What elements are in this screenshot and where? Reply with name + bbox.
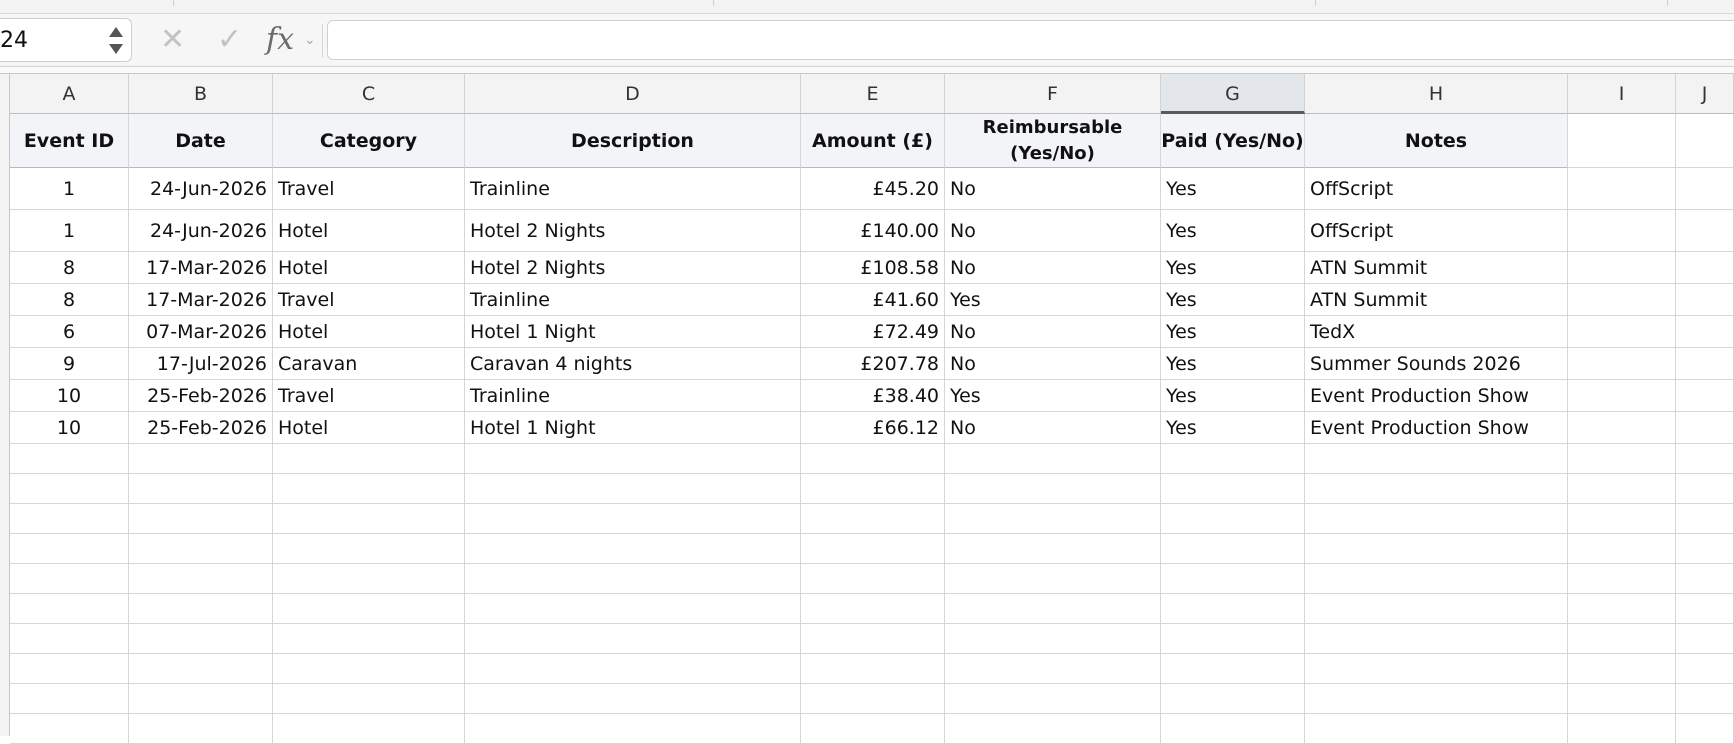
- empty-cell[interactable]: [945, 534, 1161, 564]
- formula-bar: [0, 14, 1734, 67]
- empty-cell[interactable]: [465, 444, 801, 474]
- table-cell[interactable]: Hotel: [273, 316, 465, 348]
- empty-cell[interactable]: [945, 684, 1161, 714]
- table-cell[interactable]: No: [945, 210, 1161, 252]
- empty-cell[interactable]: [801, 684, 945, 714]
- empty-cell[interactable]: [1161, 624, 1305, 654]
- table-cell[interactable]: Hotel 1 Night: [465, 316, 801, 348]
- strip-tick: [713, 0, 714, 6]
- empty-cell[interactable]: [10, 594, 129, 624]
- table-cell[interactable]: 17-Mar-2026: [129, 284, 273, 316]
- empty-cell[interactable]: [10, 624, 129, 654]
- spreadsheet-grid[interactable]: [0, 74, 1734, 736]
- column-header-d[interactable]: D: [465, 74, 801, 114]
- empty-cell[interactable]: [465, 654, 801, 684]
- table-cell[interactable]: Travel: [273, 168, 465, 210]
- stepper-up-icon[interactable]: [109, 27, 123, 37]
- empty-cell[interactable]: [1161, 714, 1305, 744]
- empty-cell[interactable]: [273, 624, 465, 654]
- header-cell[interactable]: Amount (£): [801, 114, 945, 168]
- empty-cell[interactable]: [1568, 444, 1676, 474]
- empty-cell[interactable]: [1568, 624, 1676, 654]
- table-cell[interactable]: Hotel: [273, 412, 465, 444]
- column-header-j[interactable]: J: [1676, 74, 1734, 114]
- empty-cell[interactable]: [1568, 654, 1676, 684]
- table-cell[interactable]: £108.58: [801, 252, 945, 284]
- empty-cell[interactable]: [1676, 380, 1734, 412]
- empty-cell[interactable]: [465, 534, 801, 564]
- table-cell[interactable]: 25-Feb-2026: [129, 380, 273, 412]
- empty-cell[interactable]: [1305, 564, 1568, 594]
- empty-cell[interactable]: [465, 684, 801, 714]
- column-header-a[interactable]: A: [10, 74, 129, 114]
- table-cell[interactable]: 24-Jun-2026: [129, 168, 273, 210]
- empty-cell[interactable]: [10, 504, 129, 534]
- empty-cell[interactable]: [1568, 284, 1676, 316]
- empty-cell[interactable]: [1676, 316, 1734, 348]
- empty-cell[interactable]: [945, 714, 1161, 744]
- empty-cell[interactable]: [129, 564, 273, 594]
- table-cell[interactable]: No: [945, 168, 1161, 210]
- table-cell[interactable]: Travel: [273, 380, 465, 412]
- empty-cell[interactable]: [1568, 348, 1676, 380]
- table-cell[interactable]: Yes: [1161, 380, 1305, 412]
- empty-cell[interactable]: [1676, 504, 1734, 534]
- empty-cell[interactable]: [129, 654, 273, 684]
- empty-cell[interactable]: [129, 624, 273, 654]
- table-cell[interactable]: Yes: [1161, 168, 1305, 210]
- column-header-e[interactable]: E: [801, 74, 945, 114]
- empty-cell[interactable]: [945, 474, 1161, 504]
- top-strip: [0, 0, 1734, 14]
- empty-cell[interactable]: [465, 624, 801, 654]
- formula-input[interactable]: [327, 20, 1734, 60]
- empty-cell[interactable]: [129, 504, 273, 534]
- empty-cell[interactable]: [129, 714, 273, 744]
- empty-cell[interactable]: [273, 714, 465, 744]
- empty-cell[interactable]: [1161, 564, 1305, 594]
- strip-tick: [173, 0, 174, 6]
- empty-cell[interactable]: [1305, 534, 1568, 564]
- empty-cell[interactable]: [1568, 504, 1676, 534]
- table-cell[interactable]: Yes: [1161, 348, 1305, 380]
- empty-cell[interactable]: [10, 444, 129, 474]
- empty-cell[interactable]: [273, 474, 465, 504]
- empty-cell[interactable]: [273, 444, 465, 474]
- header-cell[interactable]: Category: [273, 114, 465, 168]
- table-cell[interactable]: 10: [10, 412, 129, 444]
- table-cell[interactable]: OffScript: [1305, 168, 1568, 210]
- empty-cell[interactable]: [1676, 594, 1734, 624]
- empty-cell[interactable]: [10, 534, 129, 564]
- empty-cell[interactable]: [465, 714, 801, 744]
- table-cell[interactable]: Hotel: [273, 252, 465, 284]
- empty-cell[interactable]: [1676, 348, 1734, 380]
- table-cell[interactable]: Yes: [1161, 316, 1305, 348]
- empty-cell[interactable]: [801, 564, 945, 594]
- table-cell[interactable]: No: [945, 316, 1161, 348]
- empty-cell[interactable]: [273, 684, 465, 714]
- strip-tick: [1315, 0, 1316, 6]
- table-cell[interactable]: OffScript: [1305, 210, 1568, 252]
- empty-cell[interactable]: [945, 654, 1161, 684]
- column-header-c[interactable]: C: [273, 74, 465, 114]
- empty-cell[interactable]: [945, 624, 1161, 654]
- empty-cell[interactable]: [273, 654, 465, 684]
- empty-cell[interactable]: [1568, 168, 1676, 210]
- column-header-h[interactable]: H: [1305, 74, 1568, 114]
- empty-cell[interactable]: [1676, 412, 1734, 444]
- table-cell[interactable]: £140.00: [801, 210, 945, 252]
- empty-cell[interactable]: [1676, 714, 1734, 744]
- empty-cell[interactable]: [1676, 210, 1734, 252]
- table-cell[interactable]: 10: [10, 380, 129, 412]
- empty-cell[interactable]: [129, 474, 273, 504]
- table-cell[interactable]: ATN Summit: [1305, 252, 1568, 284]
- table-cell[interactable]: Yes: [945, 380, 1161, 412]
- empty-cell[interactable]: [465, 594, 801, 624]
- table-cell[interactable]: £45.20: [801, 168, 945, 210]
- empty-cell[interactable]: [1676, 168, 1734, 210]
- empty-cell[interactable]: [1305, 654, 1568, 684]
- table-cell[interactable]: 25-Feb-2026: [129, 412, 273, 444]
- empty-cell[interactable]: [945, 564, 1161, 594]
- cancel-x-icon[interactable]: ✕: [160, 22, 186, 57]
- row-header-strip[interactable]: [0, 74, 10, 736]
- column-header-f[interactable]: F: [945, 74, 1161, 114]
- table-cell[interactable]: 9: [10, 348, 129, 380]
- empty-cell[interactable]: [465, 474, 801, 504]
- strip-tick: [1667, 0, 1668, 6]
- empty-cell[interactable]: [1305, 624, 1568, 654]
- empty-cell[interactable]: [801, 654, 945, 684]
- empty-cell[interactable]: [1676, 564, 1734, 594]
- table-cell[interactable]: Yes: [1161, 412, 1305, 444]
- empty-cell[interactable]: [801, 624, 945, 654]
- empty-cell[interactable]: [273, 534, 465, 564]
- column-header-b[interactable]: B: [129, 74, 273, 114]
- empty-cell[interactable]: [1305, 504, 1568, 534]
- table-cell[interactable]: 8: [10, 284, 129, 316]
- empty-cell[interactable]: [801, 444, 945, 474]
- name-box[interactable]: [0, 18, 132, 62]
- empty-cell[interactable]: [1161, 474, 1305, 504]
- empty-cell[interactable]: [1568, 114, 1676, 168]
- table-cell[interactable]: 8: [10, 252, 129, 284]
- table-cell[interactable]: 1: [10, 168, 129, 210]
- table-cell[interactable]: 24-Jun-2026: [129, 210, 273, 252]
- table-cell[interactable]: £207.78: [801, 348, 945, 380]
- table-cell[interactable]: Event Production Show: [1305, 380, 1568, 412]
- empty-cell[interactable]: [801, 504, 945, 534]
- empty-cell[interactable]: [10, 714, 129, 744]
- header-cell[interactable]: Description: [465, 114, 801, 168]
- empty-cell[interactable]: [1305, 474, 1568, 504]
- empty-cell[interactable]: [1676, 114, 1734, 168]
- table-cell[interactable]: Travel: [273, 284, 465, 316]
- header-cell[interactable]: Date: [129, 114, 273, 168]
- empty-cell[interactable]: [1305, 684, 1568, 714]
- empty-cell[interactable]: [1161, 504, 1305, 534]
- empty-cell[interactable]: [1568, 380, 1676, 412]
- empty-cell[interactable]: [10, 474, 129, 504]
- empty-cell[interactable]: [1568, 252, 1676, 284]
- formula-separator: [322, 24, 323, 58]
- table-cell[interactable]: Yes: [1161, 284, 1305, 316]
- table-cell[interactable]: 17-Mar-2026: [129, 252, 273, 284]
- table-cell[interactable]: 17-Jul-2026: [129, 348, 273, 380]
- empty-cell[interactable]: [10, 684, 129, 714]
- empty-cell[interactable]: [465, 564, 801, 594]
- empty-cell[interactable]: [1568, 316, 1676, 348]
- empty-cell[interactable]: [1568, 412, 1676, 444]
- table-cell[interactable]: Hotel: [273, 210, 465, 252]
- empty-cell[interactable]: [273, 594, 465, 624]
- empty-cell[interactable]: [1305, 594, 1568, 624]
- empty-cell[interactable]: [1161, 684, 1305, 714]
- empty-cell[interactable]: [129, 594, 273, 624]
- column-header-g[interactable]: G: [1161, 74, 1305, 114]
- empty-cell[interactable]: [1568, 534, 1676, 564]
- empty-cell[interactable]: [1568, 564, 1676, 594]
- table-cell[interactable]: No: [945, 412, 1161, 444]
- empty-cell[interactable]: [465, 504, 801, 534]
- empty-cell[interactable]: [273, 564, 465, 594]
- table-cell[interactable]: Event Production Show: [1305, 412, 1568, 444]
- table-cell[interactable]: Caravan: [273, 348, 465, 380]
- table-cell[interactable]: Yes: [1161, 252, 1305, 284]
- empty-cell[interactable]: [1568, 594, 1676, 624]
- empty-cell[interactable]: [129, 534, 273, 564]
- empty-cell[interactable]: [273, 504, 465, 534]
- header-cell[interactable]: Reimbursable (Yes/No): [945, 114, 1161, 168]
- empty-cell[interactable]: [1676, 534, 1734, 564]
- header-cell[interactable]: Notes: [1305, 114, 1568, 168]
- empty-cell[interactable]: [1568, 210, 1676, 252]
- confirm-check-icon[interactable]: ✓: [217, 22, 243, 57]
- table-cell[interactable]: Summer Sounds 2026: [1305, 348, 1568, 380]
- table-cell[interactable]: Hotel 2 Nights: [465, 210, 801, 252]
- table-cell[interactable]: 6: [10, 316, 129, 348]
- empty-cell[interactable]: [1676, 284, 1734, 316]
- empty-cell[interactable]: [1676, 474, 1734, 504]
- empty-cell[interactable]: [129, 684, 273, 714]
- table-cell[interactable]: No: [945, 348, 1161, 380]
- table-cell[interactable]: No: [945, 252, 1161, 284]
- empty-cell[interactable]: [1676, 624, 1734, 654]
- header-cell[interactable]: Paid (Yes/No): [1161, 114, 1305, 168]
- table-cell[interactable]: Hotel 1 Night: [465, 412, 801, 444]
- table-cell[interactable]: 1: [10, 210, 129, 252]
- empty-cell[interactable]: [10, 564, 129, 594]
- table-cell[interactable]: £41.60: [801, 284, 945, 316]
- empty-cell[interactable]: [801, 714, 945, 744]
- table-cell[interactable]: TedX: [1305, 316, 1568, 348]
- name-box-value: 24: [0, 28, 28, 53]
- table-cell[interactable]: Yes: [945, 284, 1161, 316]
- empty-cell[interactable]: [1676, 684, 1734, 714]
- empty-cell[interactable]: [801, 534, 945, 564]
- empty-cell[interactable]: [10, 654, 129, 684]
- empty-cell[interactable]: [1676, 444, 1734, 474]
- empty-cell[interactable]: [1568, 474, 1676, 504]
- table-cell[interactable]: Hotel 2 Nights: [465, 252, 801, 284]
- table-cell[interactable]: Trainline: [465, 380, 801, 412]
- empty-cell[interactable]: [945, 444, 1161, 474]
- table-cell[interactable]: £72.49: [801, 316, 945, 348]
- empty-cell[interactable]: [801, 474, 945, 504]
- empty-cell[interactable]: [1305, 444, 1568, 474]
- empty-cell[interactable]: [1161, 594, 1305, 624]
- empty-cell[interactable]: [1676, 252, 1734, 284]
- table-cell[interactable]: £66.12: [801, 412, 945, 444]
- column-header-i[interactable]: I: [1568, 74, 1676, 114]
- empty-cell[interactable]: [1161, 654, 1305, 684]
- table-cell[interactable]: Trainline: [465, 168, 801, 210]
- stepper-down-icon[interactable]: [109, 44, 123, 54]
- table-cell[interactable]: Caravan 4 nights: [465, 348, 801, 380]
- table-cell[interactable]: Yes: [1161, 210, 1305, 252]
- empty-cell[interactable]: [1568, 714, 1676, 744]
- grid-gap: [0, 67, 1734, 74]
- empty-cell[interactable]: [1161, 444, 1305, 474]
- empty-cell[interactable]: [1676, 654, 1734, 684]
- table-cell[interactable]: 07-Mar-2026: [129, 316, 273, 348]
- empty-cell[interactable]: [945, 504, 1161, 534]
- chevron-down-icon[interactable]: ⌄: [304, 32, 316, 48]
- empty-cell[interactable]: [1305, 714, 1568, 744]
- table-cell[interactable]: Trainline: [465, 284, 801, 316]
- name-box-stepper[interactable]: [109, 25, 123, 57]
- table-cell[interactable]: £38.40: [801, 380, 945, 412]
- empty-cell[interactable]: [129, 444, 273, 474]
- empty-cell[interactable]: [1568, 684, 1676, 714]
- empty-cell[interactable]: [801, 594, 945, 624]
- empty-cell[interactable]: [945, 594, 1161, 624]
- table-cell[interactable]: ATN Summit: [1305, 284, 1568, 316]
- empty-cell[interactable]: [1161, 534, 1305, 564]
- fx-icon[interactable]: fx: [266, 22, 295, 57]
- header-cell[interactable]: Event ID: [10, 114, 129, 168]
